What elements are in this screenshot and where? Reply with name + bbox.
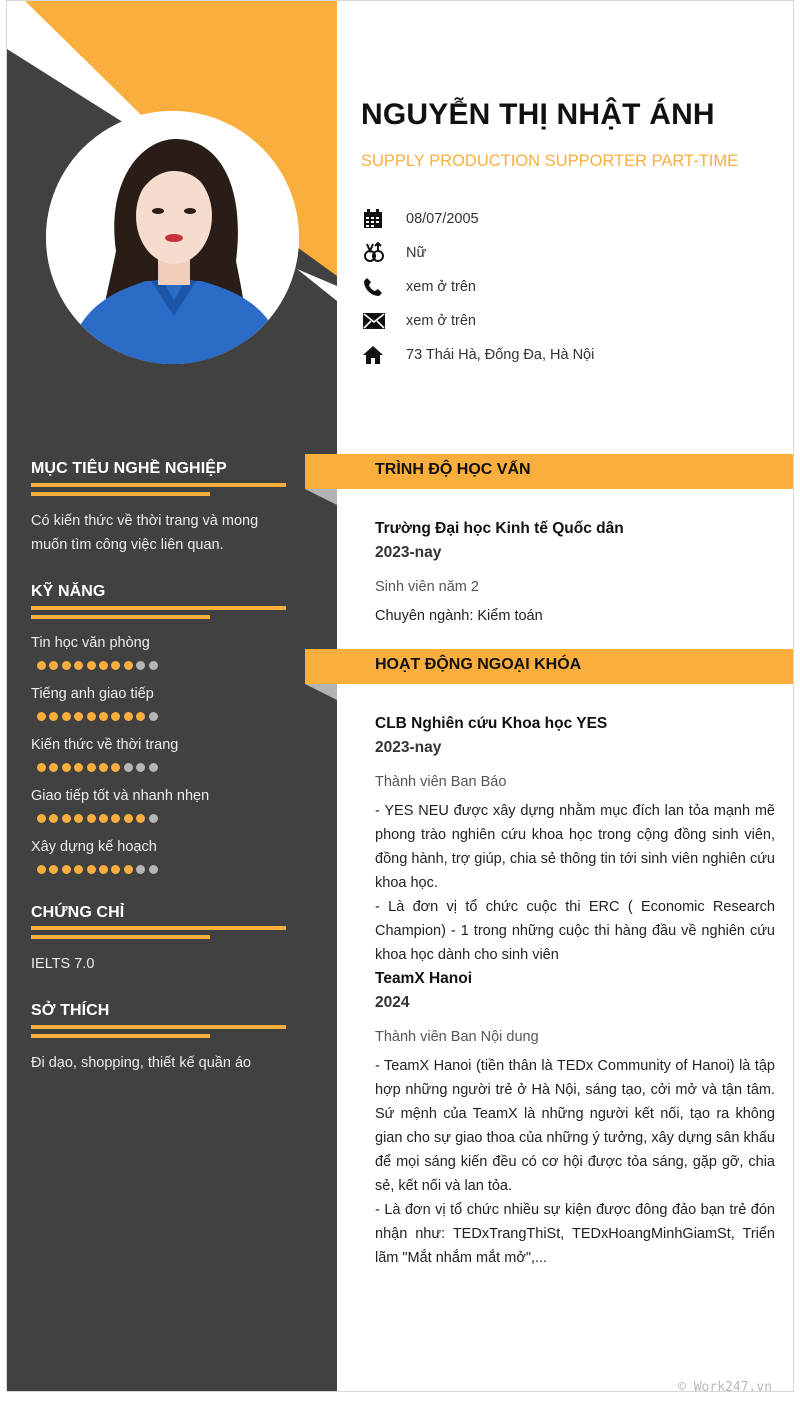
rating-dot-filled	[99, 865, 108, 874]
activity-role: Thành viên Ban Nội dung	[375, 1029, 539, 1045]
phone-icon	[363, 276, 387, 298]
skill-name: Tin học văn phòng	[31, 635, 150, 651]
rating-dot-filled	[124, 865, 133, 874]
rating-dot-filled	[62, 712, 71, 721]
mail-icon	[363, 310, 387, 332]
skill-rating	[37, 763, 158, 773]
rating-dot-filled	[37, 814, 46, 823]
rating-dot-filled	[37, 661, 46, 670]
rating-dot-empty	[149, 712, 158, 721]
activity-description-paragraph: - TeamX Hanoi (tiền thân là TEDx Community of Hanoi) là tập hợp những người trẻ ở Hà Nội, sáng tạo, cởi mở và tận tâm. Sứ mệnh của TeamX là những người kết nối, tạo ra không gian cho sự giao thoa của những ý tưởng, xây dựng sân khấu để mọi sáng kiến đều có cơ hội được tỏa sáng, gặp gỡ, chia sẻ, kết nối và lan tỏa.	[375, 1058, 775, 1194]
rating-dot-filled	[136, 814, 145, 823]
skill-name: Kiến thức về thời trang	[31, 737, 179, 753]
info-email	[363, 310, 476, 332]
skill-rating	[37, 661, 158, 671]
rating-dot-filled	[74, 814, 83, 823]
info-text: xem ở trên	[406, 279, 476, 295]
rating-dot-filled	[37, 763, 46, 772]
skills-title: KỸ NĂNG	[31, 583, 106, 600]
activity-description-paragraph: - Là đơn vị tổ chức cuộc thi ERC ( Economic Research Champion) - 1 trong những cuộc thi hàng đầu về nghiên cứu khoa học dành cho sinh viên	[375, 899, 775, 963]
education-role: Sinh viên năm 2	[375, 579, 479, 595]
rating-dot-filled	[62, 763, 71, 772]
calendar-icon	[363, 208, 387, 230]
rating-dot-filled	[111, 661, 120, 670]
activity-org: CLB Nghiên cứu Khoa học YES	[375, 715, 608, 732]
candidate-name: NGUYỄN THỊ NHẬT ÁNH	[361, 98, 715, 131]
rating-dot-empty	[136, 661, 145, 670]
activity-org: TeamX Hanoi	[375, 970, 473, 987]
certificates-underline-long	[31, 926, 286, 930]
rating-dot-filled	[49, 865, 58, 874]
skill-name: Tiếng anh giao tiếp	[31, 686, 154, 702]
watermark: © Work247.vn	[678, 1380, 772, 1395]
home-icon	[363, 344, 387, 366]
skill-name: Xây dựng kế hoạch	[31, 839, 157, 855]
avatar	[46, 111, 299, 364]
rating-dot-filled	[49, 814, 58, 823]
rating-dot-filled	[99, 814, 108, 823]
certificates-text: IELTS 7.0	[31, 956, 95, 972]
hobbies-underline-short	[31, 1034, 210, 1038]
rating-dot-filled	[136, 712, 145, 721]
hobbies-text: Đi dạo, shopping, thiết kế quần áo	[31, 1055, 252, 1071]
rating-dot-filled	[37, 712, 46, 721]
rating-dot-empty	[149, 814, 158, 823]
education-period: 2023-nay	[375, 544, 442, 561]
rating-dot-filled	[49, 763, 58, 772]
education-header-band	[305, 454, 794, 489]
rating-dot-filled	[111, 865, 120, 874]
rating-dot-filled	[99, 763, 108, 772]
rating-dot-filled	[124, 712, 133, 721]
rating-dot-filled	[111, 814, 120, 823]
skill-rating	[37, 865, 158, 875]
job-title: SUPPLY PRODUCTION SUPPORTER PART-TIME	[361, 152, 739, 170]
rating-dot-filled	[87, 763, 96, 772]
rating-dot-filled	[87, 712, 96, 721]
rating-dot-empty	[136, 865, 145, 874]
education-major: Chuyên ngành: Kiểm toán	[375, 608, 543, 624]
education-band-fold	[305, 489, 337, 505]
rating-dot-empty	[149, 865, 158, 874]
rating-dot-filled	[49, 712, 58, 721]
activity-description	[375, 1054, 775, 1270]
gender-icon	[363, 242, 387, 264]
info-text: xem ở trên	[406, 313, 476, 329]
rating-dot-filled	[111, 712, 120, 721]
cv-page	[6, 0, 794, 1392]
rating-dot-empty	[149, 763, 158, 772]
rating-dot-filled	[124, 661, 133, 670]
certificates-underline-short	[31, 935, 210, 939]
rating-dot-filled	[74, 865, 83, 874]
hobbies-title: SỞ THÍCH	[31, 1002, 110, 1019]
activity-period: 2023-nay	[375, 739, 442, 756]
info-text: 73 Thái Hà, Đống Đa, Hà Nội	[406, 347, 595, 363]
hobbies-underline-long	[31, 1025, 286, 1029]
info-text: 08/07/2005	[406, 211, 479, 227]
rating-dot-filled	[62, 814, 71, 823]
activity-description	[375, 799, 775, 967]
skill-rating	[37, 712, 158, 722]
left-column	[7, 1, 337, 1392]
rating-dot-filled	[87, 661, 96, 670]
objective-text: Có kiến thức về thời trang và mong muốn tìm công việc liên quan.	[31, 513, 259, 553]
rating-dot-filled	[99, 712, 108, 721]
rating-dot-empty	[136, 763, 145, 772]
skill-name: Giao tiếp tốt và nhanh nhẹn	[31, 788, 210, 804]
education-school: Trường Đại học Kinh tế Quốc dân	[375, 520, 624, 537]
rating-dot-filled	[74, 763, 83, 772]
rating-dot-filled	[74, 661, 83, 670]
info-gender	[363, 242, 426, 264]
rating-dot-filled	[37, 865, 46, 874]
rating-dot-filled	[87, 865, 96, 874]
rating-dot-filled	[74, 712, 83, 721]
rating-dot-filled	[99, 661, 108, 670]
education-title: TRÌNH ĐỘ HỌC VẤN	[375, 461, 531, 478]
activity-description-paragraph: - Là đơn vị tổ chức nhiều sự kiện được đông đảo bạn trẻ đón nhận như: TEDxTrangThiSt, TEDxHoangMinhGiamSt, Triển lãm "Mắt nhắm mắt mở",...	[375, 1202, 775, 1266]
objective-title: MỤC TIÊU NGHỀ NGHIỆP	[31, 460, 227, 477]
activities-header-band	[305, 649, 794, 684]
rating-dot-filled	[87, 814, 96, 823]
objective-underline-long	[31, 483, 286, 487]
activity-role: Thành viên Ban Báo	[375, 774, 507, 790]
skills-underline-short	[31, 615, 210, 619]
portrait-photo	[46, 111, 299, 364]
skill-rating	[37, 814, 158, 824]
rating-dot-filled	[62, 661, 71, 670]
activities-band-fold	[305, 684, 337, 700]
activity-description-paragraph: - YES NEU được xây dựng nhằm mục đích lan tỏa mạnh mẽ phong trào nghiên cứu khoa học trong cộng đồng sinh viên, đồng hành, trợ giúp, chia sẻ thông tin tới sinh viên nghiên cứu khoa học.	[375, 803, 775, 891]
rating-dot-empty	[124, 763, 133, 772]
objective-underline-short	[31, 492, 210, 496]
rating-dot-filled	[124, 814, 133, 823]
info-birthdate	[363, 208, 479, 230]
rating-dot-filled	[62, 865, 71, 874]
certificates-title: CHỨNG CHỈ	[31, 904, 125, 921]
activities-title: HOẠT ĐỘNG NGOẠI KHÓA	[375, 656, 582, 673]
rating-dot-filled	[49, 661, 58, 670]
skills-underline-long	[31, 606, 286, 610]
activity-period: 2024	[375, 994, 410, 1011]
info-phone	[363, 276, 476, 298]
rating-dot-filled	[111, 763, 120, 772]
rating-dot-empty	[149, 661, 158, 670]
info-text: Nữ	[406, 245, 427, 261]
info-address	[363, 344, 594, 366]
